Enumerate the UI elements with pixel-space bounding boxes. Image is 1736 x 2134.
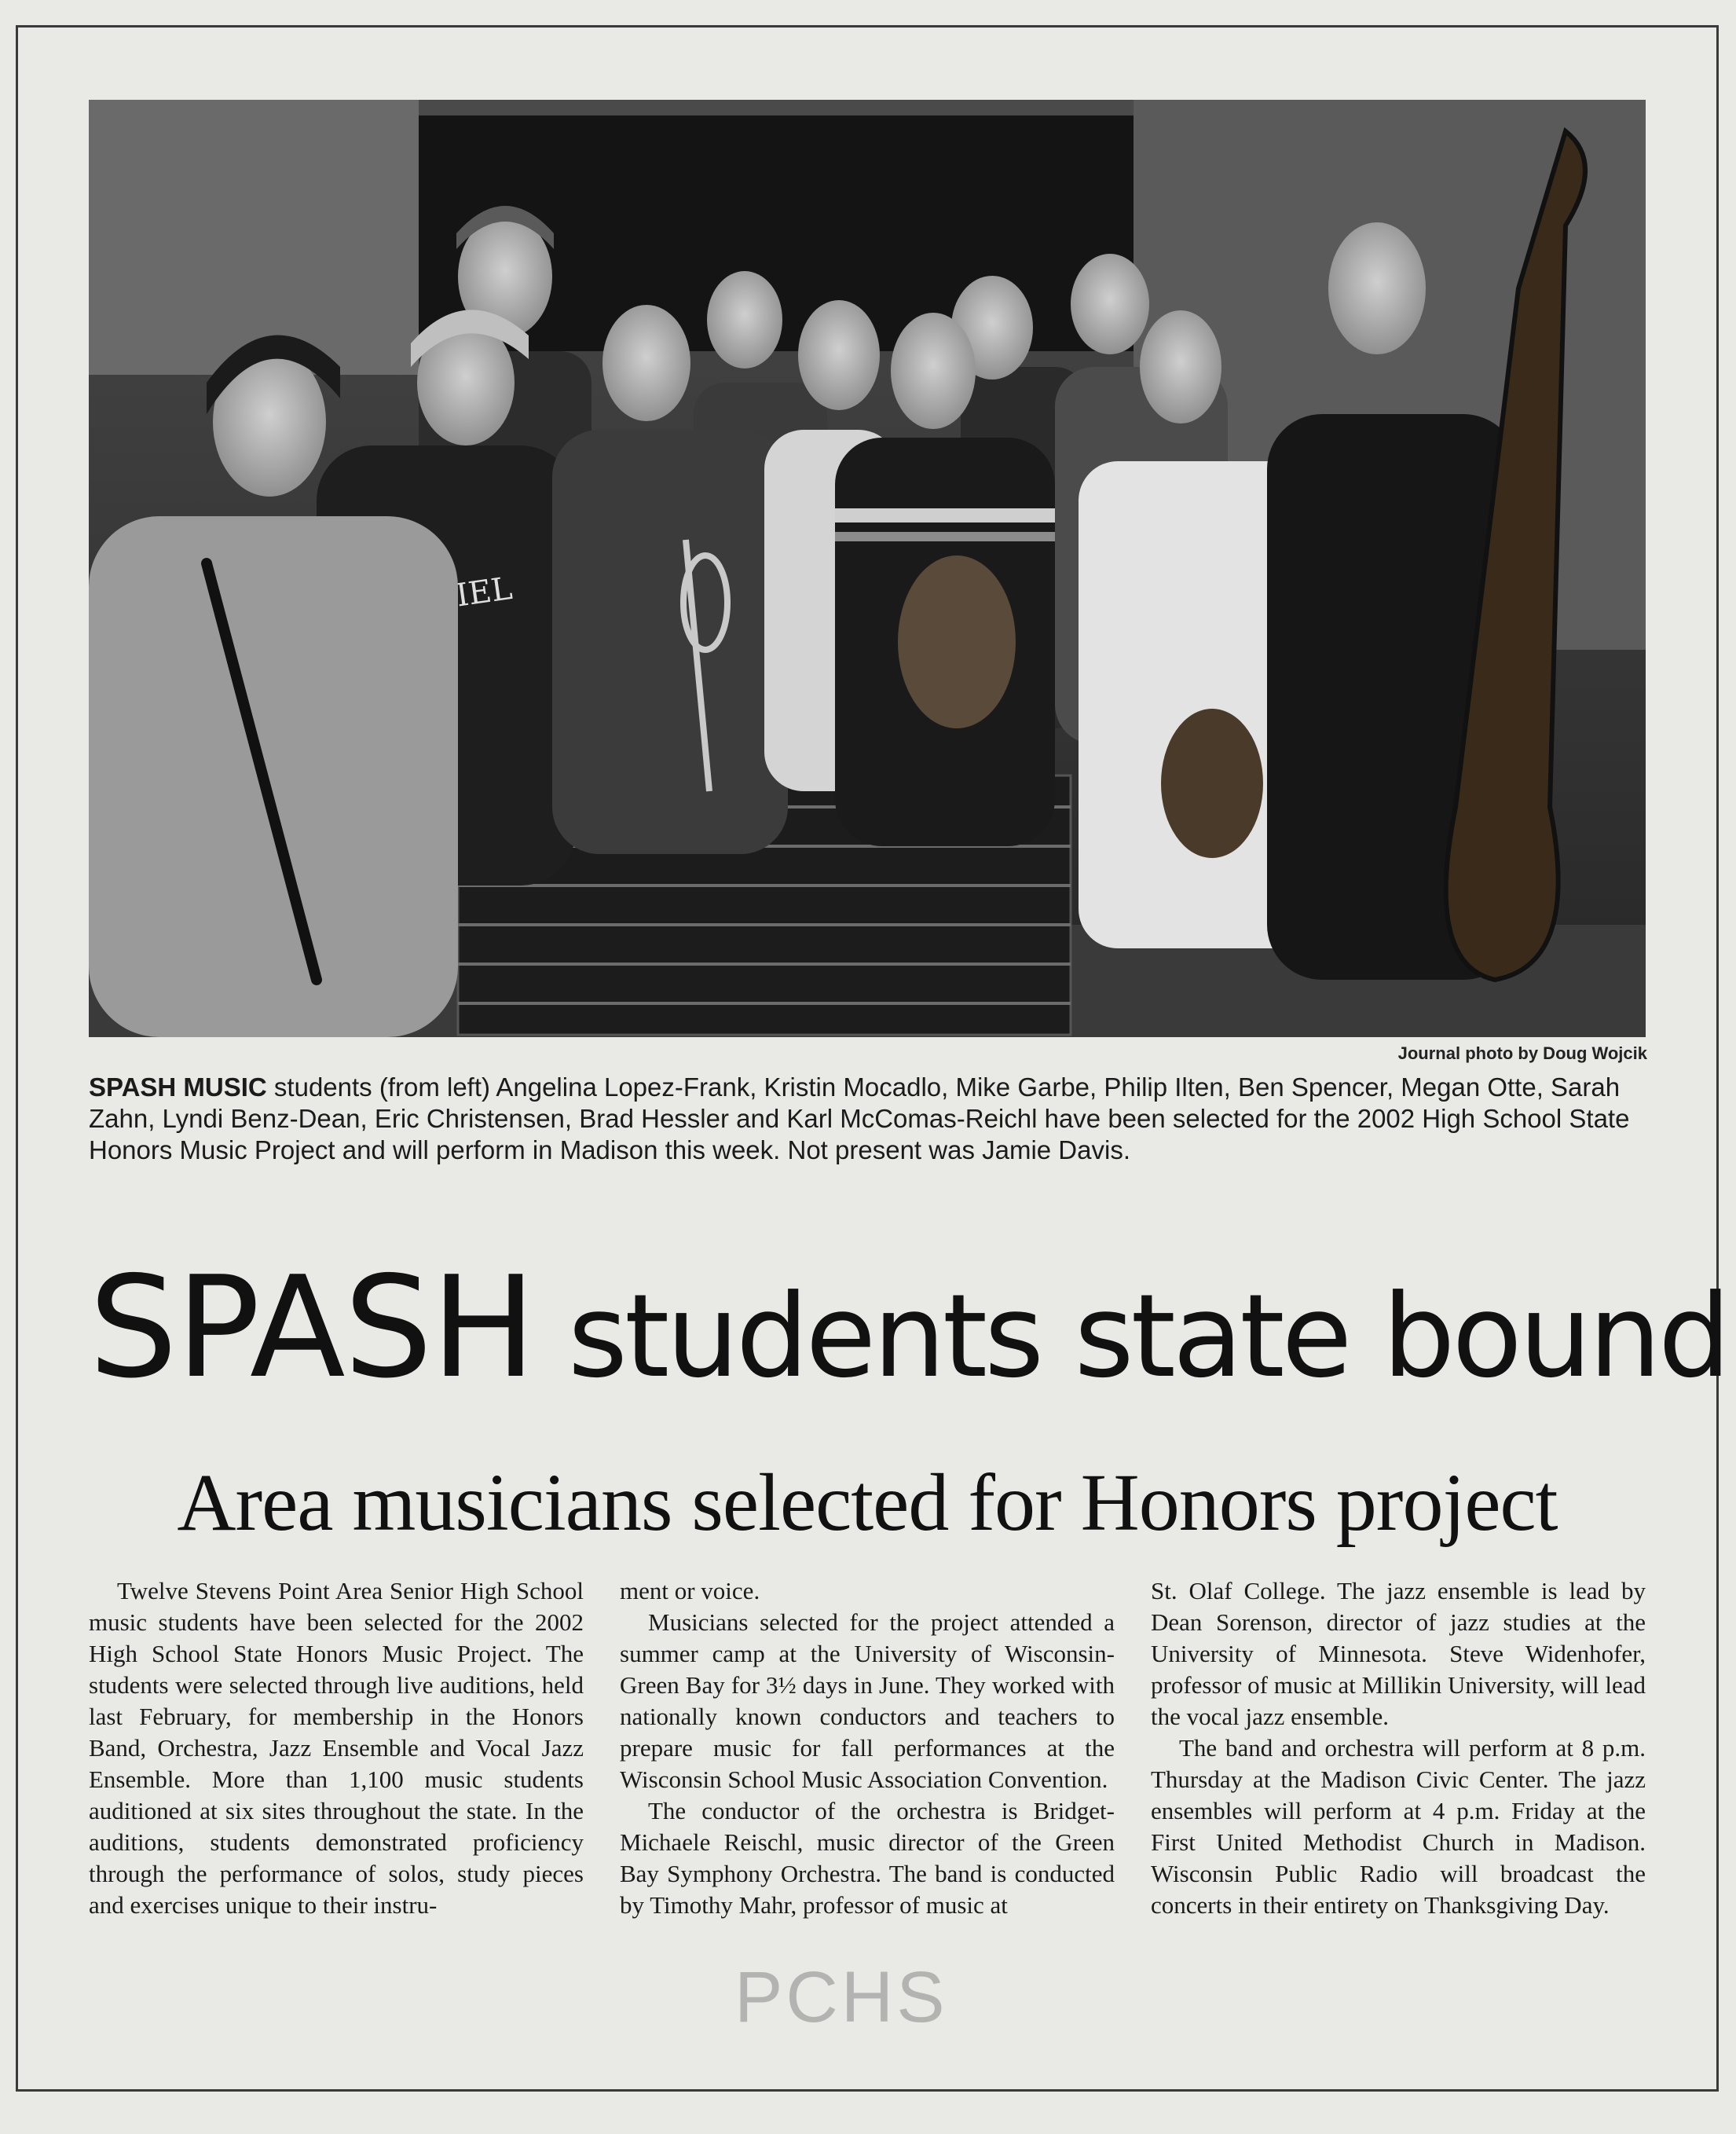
group-photo (89, 100, 1646, 1037)
paragraph: ment or voice. (620, 1577, 760, 1604)
paragraph: The band and orchestra will perform at 8 p.m. Thursday at the Madison Civic Center. The jazz ensembles will perform at 4 p.m. Friday at the First United Methodist Church in Madison. Wisconsin Public Radio will broadcast the concerts in their entirety on Thanksgiving Day. (1151, 1734, 1646, 1919)
headline-part1: SPASH (89, 1246, 535, 1409)
article-column-2 (620, 1575, 1115, 2015)
paragraph: Twelve Stevens Point Area Senior High School music students have been selected for the 2002 High School State Honors Music Project. The students were selected through live auditions, held last February, for membership in the Honors Band, Orchestra, Jazz Ensemble and Vocal Jazz Ensemble. More than 1,100 music students auditioned at six sites throughout the state. In the auditions, students demonstrated proficiency through the performance of solos, study pieces and exercises unique to their instru- (89, 1577, 584, 1919)
headline (89, 1246, 1728, 1409)
photo-credit: Journal photo by Doug Wojcik (1397, 1043, 1647, 1063)
article-body (89, 1575, 1646, 2015)
caption-text: students (from left) Angelina Lopez-Frank, Kristin Mocadlo, Mike Garbe, Philip Ilten, Ben Spencer, Megan Otte, Sarah Zahn, Lyndi Benz-Dean, Eric Christensen, Brad Hessler and Karl McComas-Reichl have been selected for the 2002 High School State Honors Music Project and will perform in Madison this week. Not present was Jamie Davis. (89, 1072, 1630, 1164)
article-column-3 (1151, 1575, 1646, 2015)
paragraph: St. Olaf College. The jazz ensemble is lead by Dean Sorenson, director of jazz studies at the University of Minnesota. Steve Widenhofer, professor of music at Millikin University, will lead the vocal jazz ensemble. (1151, 1577, 1646, 1730)
photo-caption (89, 1072, 1646, 1166)
caption-lead: SPASH MUSIC (89, 1072, 267, 1102)
headline-part2: students state bound (567, 1270, 1728, 1403)
subheadline: Area musicians selected for Honors project (177, 1458, 1558, 1548)
paragraph: The conductor of the orchestra is Bridget-Michaele Reischl, music director of the Green Bay Symphony Orchestra. The band is conducted by Timothy Mahr, professor of music at (620, 1797, 1115, 1919)
watermark: PCHS (734, 1957, 948, 2037)
paragraph: Musicians selected for the project attended a summer camp at the University of Wisconsin-Green Bay for 3½ days in June. They worked with nationally known conductors and teachers to prepare music for fall performances at the Wisconsin School Music Association Convention. (620, 1608, 1115, 1793)
article-column-1 (89, 1575, 584, 2015)
